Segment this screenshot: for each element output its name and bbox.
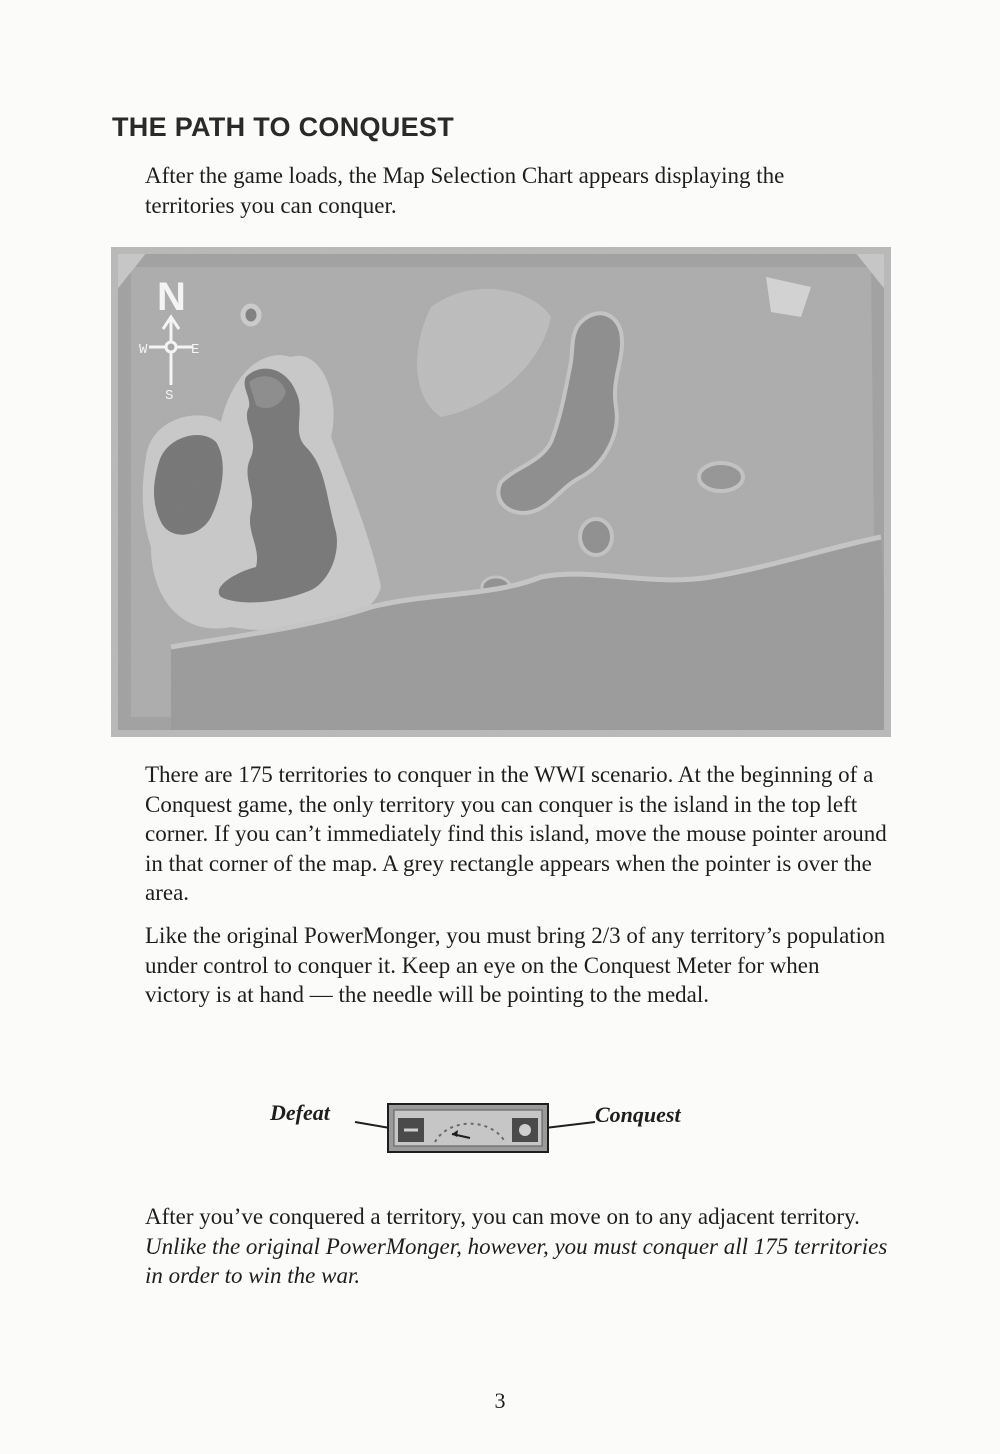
compass-east-label: E <box>191 342 200 358</box>
adjacent-italic-text: Unlike the original PowerMonger, however, you must conquer all 175 territories in order to win the war. <box>145 1233 888 1288</box>
section-heading: THE PATH TO CONQUEST <box>112 112 455 142</box>
map-grain <box>111 247 891 737</box>
conquest-meter-paragraph: Like the original PowerMonger, you must bring 2/3 of any territory’s population under control to conquer it. Keep an eye on the Conquest Meter for when victory is at hand — the needle will be pointing to the medal. <box>145 923 886 1007</box>
conquest-pointer-line <box>545 1122 595 1128</box>
conquest-meter <box>340 1094 600 1156</box>
conquest-label: Conquest <box>595 1102 681 1127</box>
defeat-label: Defeat <box>270 1100 330 1125</box>
map-selection-chart[interactable] <box>111 247 891 737</box>
defeat-pointer-line <box>355 1122 390 1128</box>
conquest-meter-figure <box>0 1090 1000 1160</box>
compass-west-label: W <box>139 342 148 358</box>
territories-paragraph: There are 175 territories to conquer in the WWI scenario. At the beginning of a Conquest game, the only territory you can conquer is the island in the top left corner. If you can’t immediately find this island, move the mouse pointer around in that corner of the map. A grey rectangle appears when the pointer is over the area. <box>145 762 887 905</box>
compass-north-label: N <box>157 275 186 319</box>
medal-disc <box>519 1124 531 1136</box>
intro-paragraph: After the game loads, the Map Selection Chart appears displaying the territories you can conquer. <box>145 163 785 218</box>
page-number: 3 <box>494 1388 506 1413</box>
compass-center-icon <box>166 342 176 352</box>
adjacent-paragraph <box>145 1202 890 1291</box>
adjacent-plain-text: After you’ve conquered a territory, you can move on to any adjacent territory. <box>145 1204 860 1229</box>
compass-south-label: S <box>165 388 174 404</box>
